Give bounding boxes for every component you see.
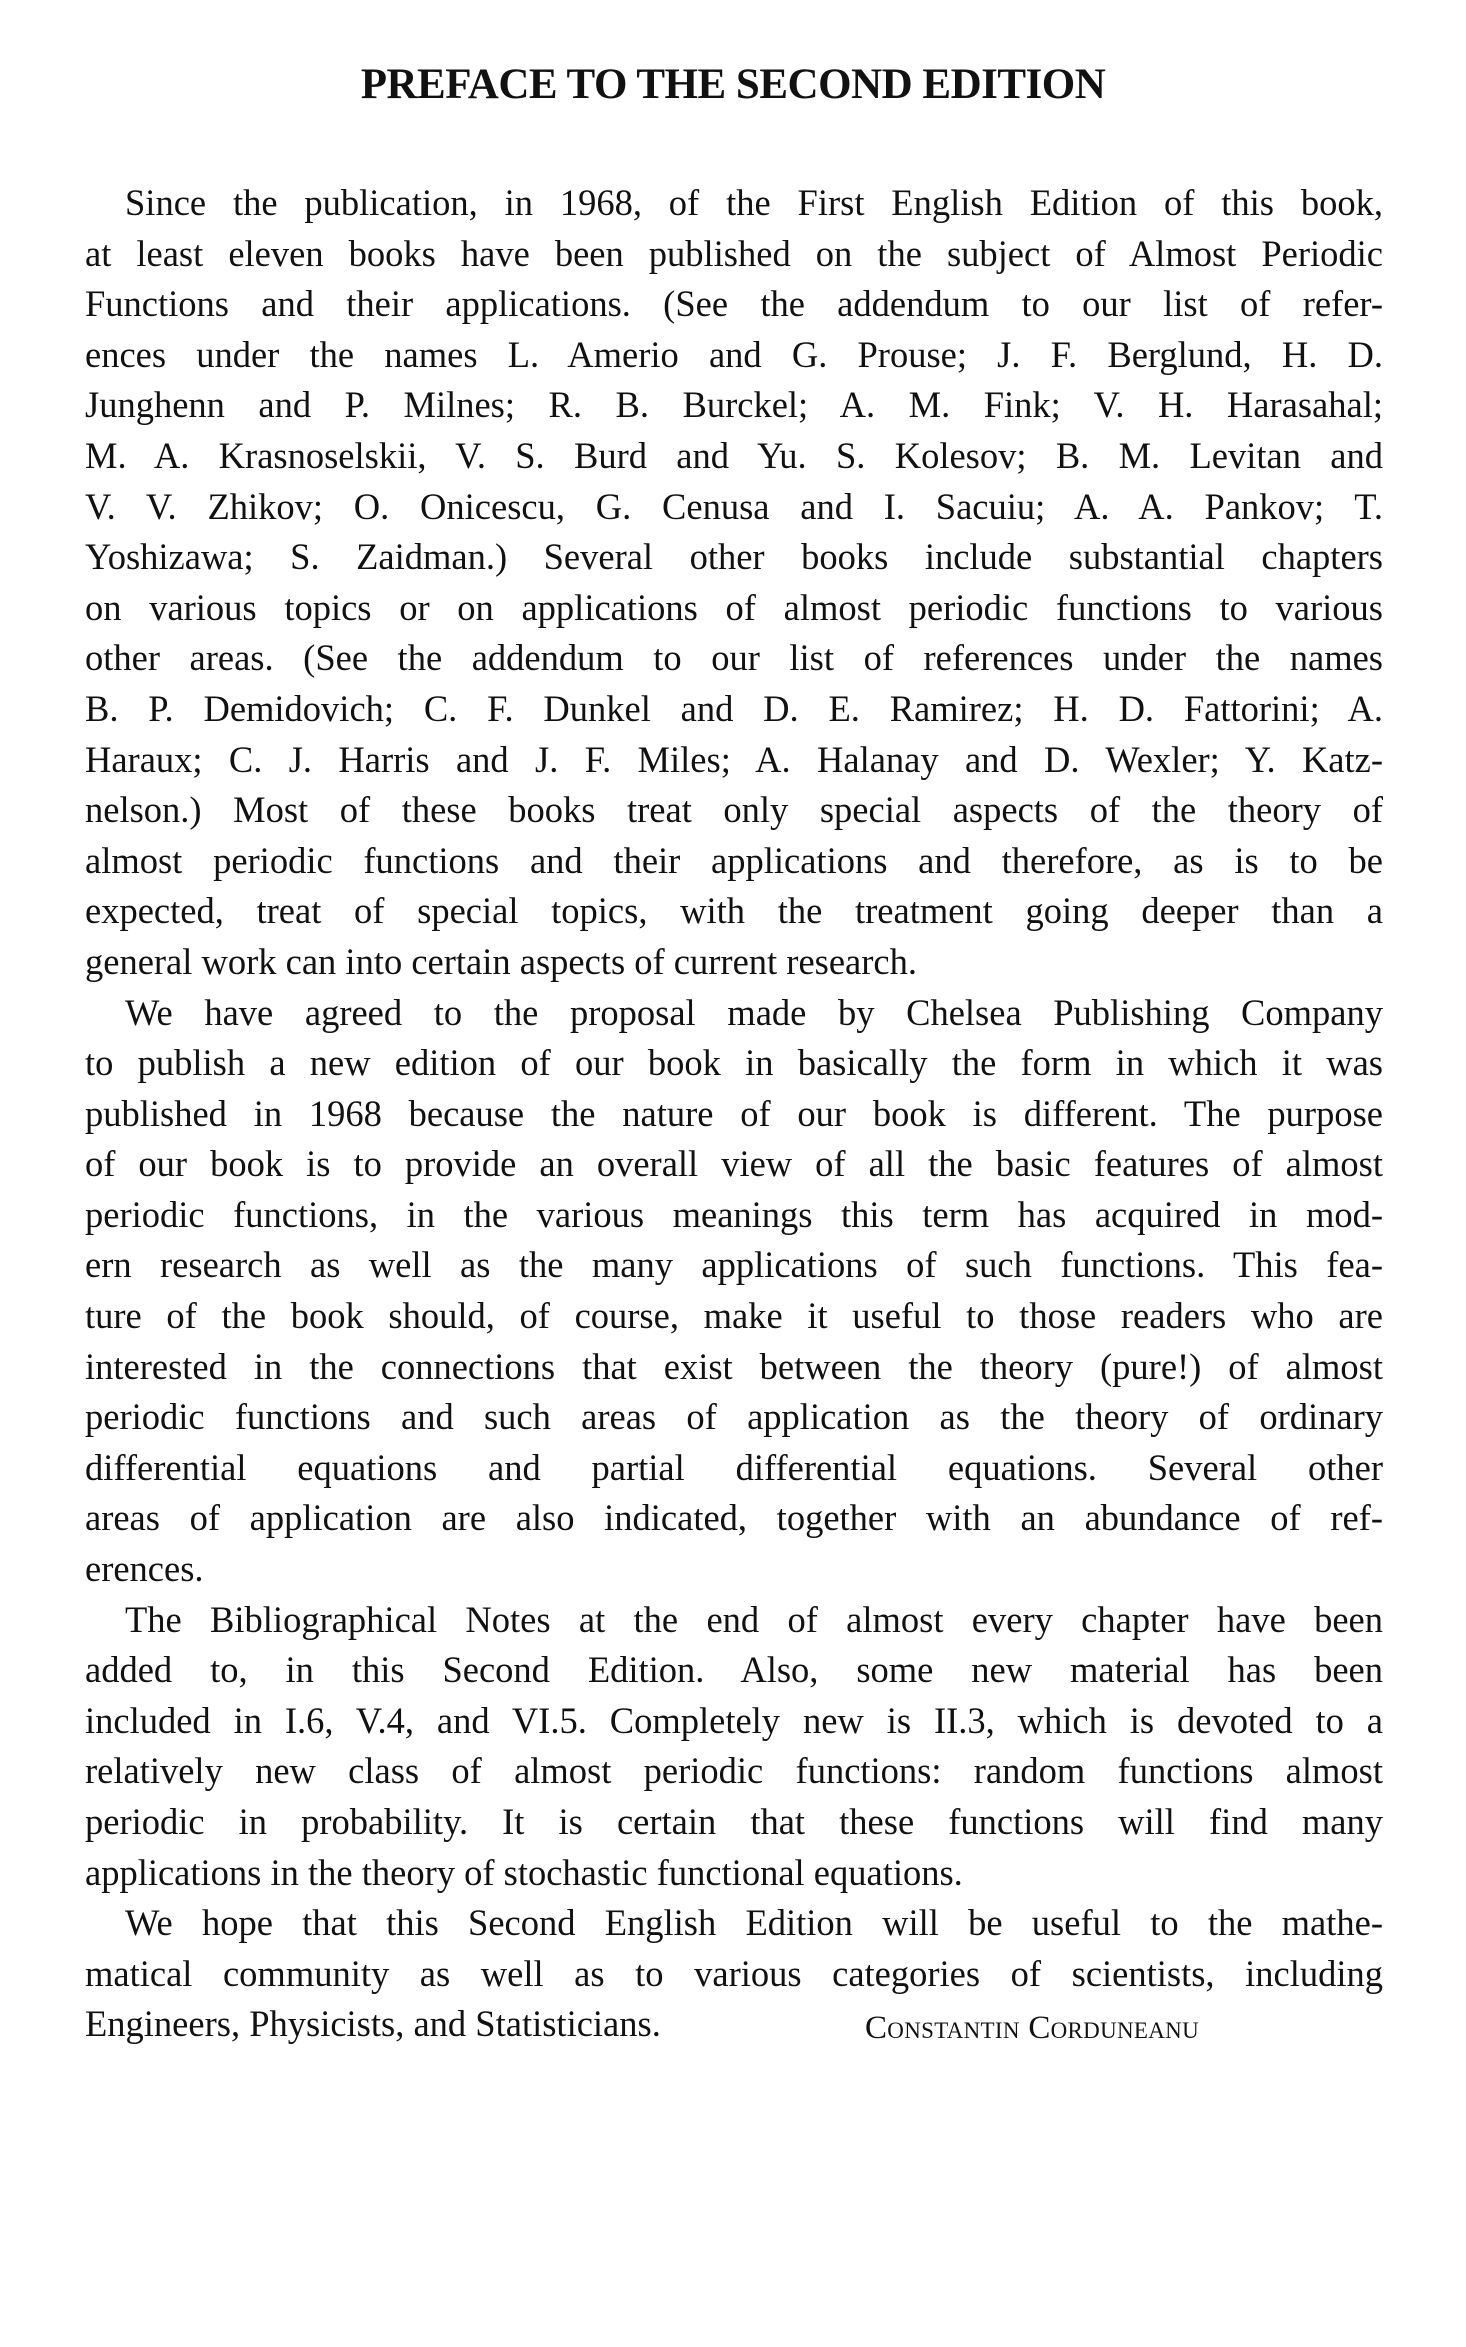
text-line: general work can into certain aspects of current research. (85, 940, 917, 982)
text-line: ture of the book should, of course, make it useful to those readers who are (85, 1295, 1383, 1337)
text-line: periodic in probability. It is certain that these functions will find many (85, 1801, 1383, 1842)
text-line: M. A. Krasnoselskii, V. S. Burd and Yu. S. Kolesov; B. M. Levitan and (85, 434, 1383, 476)
text-line: Junghenn and P. Milnes; R. B. Burckel; A. M. Fink; V. H. Harasahal; (85, 384, 1383, 426)
text-line: areas of application are also indicated, together with an abundance of ref- (85, 1497, 1383, 1539)
text-line: We have agreed to the proposal made by Chelsea Publishing Company (125, 991, 1383, 1033)
text-line: ern research as well as the many applications of such functions. This fea- (85, 1244, 1383, 1286)
text-line: The Bibliographical Notes at the end of almost every chapter have been (125, 1598, 1383, 1640)
text-line: Engineers, Physicists, and Statisticians. (85, 2003, 661, 2045)
preface-body (85, 178, 1383, 2050)
paragraph-1 (85, 178, 1383, 988)
text-line: applications in the theory of stochastic functional equations. (85, 1851, 963, 1893)
text-line: at least eleven books have been published on the subject of Almost Periodic (85, 232, 1383, 274)
text-line: almost periodic functions and their applications and therefore, as is to be (85, 839, 1383, 881)
text-line: Functions and their applications. (See the addendum to our list of refer- (85, 283, 1383, 325)
text-line: interested in the connections that exist between the theory (pure!) of almost (85, 1345, 1383, 1387)
text-line: ences under the names L. Amerio and G. Prouse; J. F. Berglund, H. D. (85, 333, 1383, 375)
text-line: added to, in this Second Edition. Also, some new material has been (85, 1649, 1383, 1691)
text-line: on various topics or on applications of almost periodic functions to various (85, 586, 1383, 628)
text-line: expected, treat of special topics, with the treatment going deeper than a (85, 890, 1383, 932)
text-line: matical community as well as to various categories of scientists, including (85, 1952, 1383, 1994)
text-line: nelson.) Most of these books treat only special aspects of the theory of (85, 789, 1383, 831)
text-line: V. V. Zhikov; O. Onicescu, G. Cenusa and I. Sacuiu; A. A. Pankov; T. (85, 485, 1383, 527)
paragraph-3 (85, 1595, 1383, 1899)
text-line: relatively new class of almost periodic functions: random functions almost (85, 1750, 1383, 1792)
text-line: Since the publication, in 1968, of the First English Edition of this book, (125, 182, 1383, 223)
text-line: to publish a new edition of our book in basically the form in which it was (85, 1042, 1383, 1084)
text-line: Yoshizawa; S. Zaidman.) Several other books include substantial chapters (85, 536, 1383, 578)
text-line: differential equations and partial differential equations. Several other (85, 1446, 1383, 1488)
text-line: We hope that this Second English Edition will be useful to the mathe- (125, 1902, 1383, 1944)
author-signature: Constantin Corduneanu (865, 2010, 1199, 2046)
text-line: periodic functions, in the various meanings this term has acquired in mod- (85, 1193, 1383, 1235)
text-line: other areas. (See the addendum to our list of references under the names (85, 637, 1383, 679)
text-line: erences. (85, 1548, 204, 1590)
text-line: published in 1968 because the nature of our book is different. The purpose (85, 1092, 1383, 1134)
text-line: Haraux; C. J. Harris and J. F. Miles; A. Halanay and D. Wexler; Y. Katz- (85, 738, 1383, 780)
page-title: PREFACE TO THE SECOND EDITION (360, 61, 1106, 108)
text-line: of our book is to provide an overall view of all the basic features of almost (85, 1143, 1383, 1185)
text-line: included in I.6, V.4, and VI.5. Completely new is II.3, which is devoted to a (85, 1699, 1383, 1741)
paragraph-2 (85, 988, 1383, 1595)
text-line: periodic functions and such areas of application as the theory of ordinary (85, 1396, 1383, 1438)
text-line: B. P. Demidovich; C. F. Dunkel and D. E. Ramirez; H. D. Fattorini; A. (85, 687, 1383, 729)
